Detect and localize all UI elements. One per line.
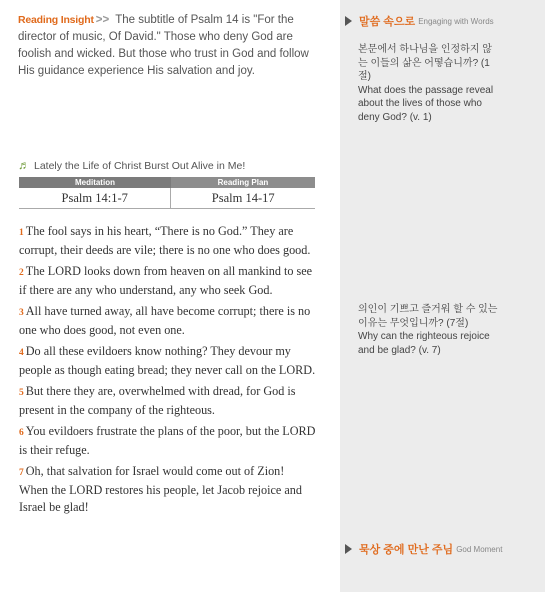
reading-plan-table (19, 177, 315, 209)
song-title: Lately the Life of Christ Burst Out Alive in Me! (34, 160, 246, 172)
verse-text: You evildoers frustrate the plans of the poor, but the LORD is their refuge. (19, 424, 316, 457)
verse-number: 6 (19, 428, 24, 438)
verse-text: Oh, that salvation for Israel would come out of Zion! When the LORD restores his people, let Jacob rejoice and Israel be glad! (19, 464, 302, 514)
question-2 (358, 303, 498, 357)
music-note-icon: ♬ (18, 158, 30, 172)
verse (19, 343, 316, 379)
verse-text: But there they are, overwhelmed with dread, for God is present in the company of the righteous. (19, 384, 296, 417)
reading-insight (18, 12, 318, 80)
question-2-ko: 의인이 기쁘고 즐거워 할 수 있는 이유는 무엇입니까? (7절) (358, 304, 498, 329)
question-1-en: What does the passage reveal about the lives of those who deny God? (v. 1) (358, 84, 494, 123)
verse-text: The fool says in his heart, “There is no God.” They are corrupt, their deeds are vile; there is no one who does good. (19, 224, 311, 257)
meditation-header: Meditation (19, 177, 171, 188)
question-1 (358, 43, 498, 124)
god-moment-header (345, 541, 502, 557)
god-moment-title-ko: 묵상 중에 만난 주님 (359, 544, 454, 556)
meditation-value: Psalm 14:1-7 (19, 188, 171, 209)
verse (19, 423, 316, 459)
engaging-title-ko: 말씀 속으로 (359, 16, 416, 28)
reading-plan-value: Psalm 14-17 (171, 188, 315, 209)
god-moment-title-en: God Moment (456, 544, 503, 554)
verse (19, 223, 316, 259)
verse-number: 3 (19, 308, 24, 318)
verse-text: All have turned away, all have become corrupt; there is no one who does good, not even one. (19, 304, 311, 337)
double-chevron-icon: >> (95, 14, 110, 26)
question-2-en: Why can the righteous rejoice and be glad? (v. 7) (358, 331, 490, 356)
verse-number: 4 (19, 348, 24, 358)
triangle-right-icon (345, 544, 352, 554)
engaging-title-en: Engaging with Words (418, 16, 494, 26)
question-1-ko: 본문에서 하나님을 인정하지 않는 이들의 삶은 어떻습니까? (1절) (358, 44, 492, 82)
verse-text: Do all these evildoers know nothing? They devour my people as though eating bread; they never call on the LORD. (19, 344, 316, 377)
verse (19, 303, 316, 339)
verse (19, 463, 316, 516)
verse-number: 2 (19, 268, 24, 278)
reading-insight-text: The subtitle of Psalm 14 is "For the director of music, Of David." Those who deny God are foolish and wicked. But those who trust in God and follow His guidance experience His salvation and joy. (18, 14, 309, 77)
verse-text: The LORD looks down from heaven on all mankind to see if there are any who understand, any who seek God. (19, 264, 313, 297)
verse (19, 383, 316, 419)
verse (19, 263, 316, 299)
verse-number: 5 (19, 388, 24, 398)
verse-number: 7 (19, 468, 24, 478)
song-line (18, 158, 245, 172)
reading-insight-label: Reading Insight (18, 14, 94, 26)
engaging-with-words-header (345, 13, 494, 29)
verse-number: 1 (19, 228, 24, 238)
reading-plan-header: Reading Plan (171, 177, 315, 188)
triangle-right-icon (345, 16, 352, 26)
scripture-passage (19, 223, 316, 520)
